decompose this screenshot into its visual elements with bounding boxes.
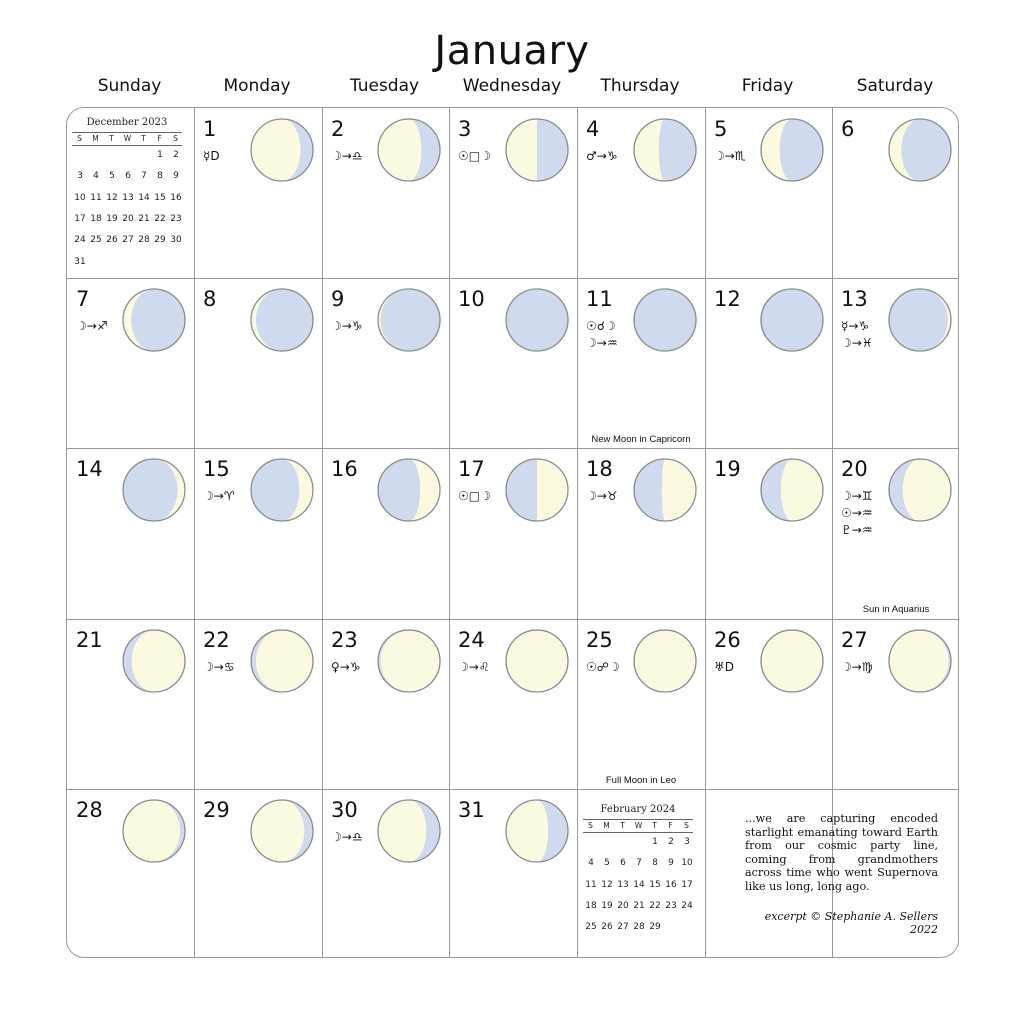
mini-calendar-title: December 2023	[86, 117, 168, 128]
astro-aspect: ☽→♏	[714, 149, 746, 163]
astro-aspect: ☉□☽	[458, 489, 491, 503]
moon-phase-icon	[376, 457, 442, 523]
mini-calendar-day: 22	[154, 213, 166, 224]
day-number: 25	[586, 628, 613, 652]
moon-phase-icon	[504, 798, 570, 864]
mini-calendar-day: 5	[109, 171, 115, 182]
day-number: 1	[203, 117, 217, 141]
mini-calendar-weekday: W	[634, 821, 643, 830]
day-number: 12	[714, 287, 741, 311]
moon-phase-icon	[887, 457, 953, 523]
mini-calendar-weekday: T	[109, 134, 114, 143]
day-number: 29	[203, 798, 230, 822]
mini-calendar-day: 26	[106, 235, 118, 246]
astro-aspect: ☽→♋	[203, 660, 235, 674]
mini-calendar-day: 22	[649, 900, 661, 911]
moon-phase-icon	[504, 117, 570, 183]
day-number: 3	[458, 117, 472, 141]
mini-calendar-day: 20	[122, 213, 134, 224]
grid-column-divider	[449, 108, 450, 957]
astro-aspect: ♂→♑	[586, 149, 618, 163]
grid-row-divider	[67, 278, 958, 279]
astro-aspect: ♇→♒	[841, 523, 873, 537]
mini-calendar-day: 24	[681, 900, 693, 911]
astro-aspect: ☽→♈	[203, 489, 235, 503]
weekday-wednesday: Wednesday	[462, 76, 562, 96]
mini-calendar-day: 13	[122, 192, 134, 203]
moon-phase-icon	[504, 628, 570, 694]
moon-phase-icon	[249, 457, 315, 523]
day-number: 22	[203, 628, 230, 652]
mini-calendar-weekday: S	[77, 134, 82, 143]
day-number: 7	[76, 287, 90, 311]
mini-calendar-day: 14	[138, 192, 150, 203]
day-number: 30	[331, 798, 358, 822]
astro-aspect: ☽→♎	[331, 149, 363, 163]
astro-aspect: ☿D	[203, 149, 220, 163]
mini-calendar-day: 21	[138, 213, 150, 224]
mini-calendar-weekday: S	[173, 134, 178, 143]
day-number: 13	[841, 287, 868, 311]
day-number: 26	[714, 628, 741, 652]
moon-phase-icon	[759, 117, 825, 183]
grid-row-divider	[67, 619, 958, 620]
astro-aspect: ☽→♓	[841, 336, 873, 350]
moon-phase-icon	[632, 457, 698, 523]
mini-calendar-weekday: M	[92, 134, 99, 143]
mini-calendar-day: 14	[633, 879, 645, 890]
mini-calendar-rule	[72, 145, 182, 146]
moon-phase-icon	[249, 287, 315, 353]
moon-event-note: Full Moon in Leo	[605, 775, 677, 786]
mini-calendar-day: 29	[154, 235, 166, 246]
mini-calendar-rule	[72, 132, 182, 133]
mini-calendar-weekday: T	[652, 821, 657, 830]
moon-phase-icon	[759, 287, 825, 353]
day-number: 2	[331, 117, 345, 141]
day-number: 8	[203, 287, 217, 311]
mini-calendar-weekday: F	[157, 134, 162, 143]
moon-phase-icon	[887, 628, 953, 694]
mini-calendar-day: 9	[173, 171, 179, 182]
astro-aspect: ☉☌☽	[586, 319, 616, 333]
grid-column-divider	[322, 108, 323, 957]
day-number: 19	[714, 457, 741, 481]
astro-aspect: ☿→♑	[841, 319, 870, 333]
weekday-sunday: Sunday	[97, 76, 162, 96]
mini-calendar-day: 17	[74, 213, 86, 224]
day-number: 17	[458, 457, 485, 481]
moon-phase-icon	[632, 287, 698, 353]
mini-calendar-day: 2	[668, 837, 674, 847]
day-number: 21	[76, 628, 103, 652]
mini-calendar-day: 2	[173, 150, 179, 160]
mini-calendar-day: 9	[668, 858, 674, 869]
mini-calendar-day: 13	[617, 879, 629, 890]
mini-calendar-day: 17	[681, 879, 693, 890]
moon-phase-icon	[376, 628, 442, 694]
mini-calendar-day: 30	[170, 235, 182, 246]
mini-calendar-day: 8	[157, 171, 163, 182]
moon-phase-icon	[632, 117, 698, 183]
moon-phase-icon	[376, 798, 442, 864]
mini-calendar-day: 4	[93, 171, 99, 182]
moon-phase-icon	[249, 117, 315, 183]
astro-aspect: ☽→♑	[331, 319, 363, 333]
quote-text: ...we are capturing encoded starlight emanating toward Earth from our cosmic party line, coming from grandmothers across time who went Supernova like us long, long ago.	[745, 812, 938, 893]
mini-calendar-day: 19	[106, 213, 118, 224]
mini-calendar-day: 6	[125, 171, 131, 182]
moon-phase-icon	[121, 457, 187, 523]
mini-calendar-day: 1	[157, 150, 163, 160]
day-number: 16	[331, 457, 358, 481]
mini-calendar-title: February 2024	[600, 804, 676, 815]
grid-row-divider	[67, 789, 958, 790]
astro-aspect: ☽→♌	[458, 660, 490, 674]
weekday-saturday: Saturday	[856, 76, 934, 96]
day-number: 9	[331, 287, 345, 311]
mini-calendar-day: 18	[585, 900, 597, 911]
mini-calendar-weekday: S	[588, 821, 593, 830]
moon-phase-icon	[887, 117, 953, 183]
month-title: January	[434, 28, 590, 74]
moon-phase-icon	[249, 798, 315, 864]
moon-phase-icon	[759, 457, 825, 523]
mini-calendar-day: 26	[601, 922, 613, 933]
day-number: 18	[586, 457, 613, 481]
mini-calendar-day: 3	[77, 171, 83, 182]
moon-phase-icon	[759, 628, 825, 694]
astro-aspect: ☽→♉	[586, 489, 618, 503]
mini-calendar-day: 25	[585, 922, 597, 933]
mini-calendar-day: 11	[585, 879, 597, 890]
mini-calendar-day: 7	[636, 858, 642, 869]
astro-aspect: ☽→♍	[841, 660, 873, 674]
astro-aspect: ☽→♒	[586, 336, 618, 350]
mini-calendar-day: 28	[633, 922, 645, 933]
grid-column-divider	[577, 108, 578, 957]
moon-event-note: New Moon in Capricorn	[591, 434, 691, 445]
weekday-tuesday: Tuesday	[349, 76, 420, 96]
mini-calendar-day: 20	[617, 900, 629, 911]
astro-aspect: ♀→♑	[331, 660, 361, 674]
mini-calendar-weekday: F	[668, 821, 673, 830]
mini-calendar-day: 4	[588, 858, 594, 869]
astro-aspect: ☽→♎	[331, 830, 363, 844]
day-number: 23	[331, 628, 358, 652]
mini-calendar-day: 16	[665, 879, 677, 890]
mini-calendar-day: 15	[649, 879, 661, 890]
day-number: 28	[76, 798, 103, 822]
day-number: 10	[458, 287, 485, 311]
mini-calendar-day: 6	[620, 858, 626, 869]
moon-phase-icon	[376, 117, 442, 183]
mini-calendar-day: 8	[652, 858, 658, 869]
weekday-thursday: Thursday	[600, 76, 680, 96]
mini-calendar-day: 5	[604, 858, 610, 869]
day-number: 15	[203, 457, 230, 481]
astro-aspect: ☉→♒	[841, 506, 873, 520]
mini-calendar-day: 18	[90, 213, 102, 224]
mini-calendar-day: 25	[90, 235, 102, 246]
astro-aspect: ♅D	[714, 660, 734, 674]
mini-calendar-rule	[583, 819, 693, 820]
mini-calendar-day: 27	[617, 922, 629, 933]
moon-phase-icon	[121, 628, 187, 694]
mini-calendar-day: 29	[649, 922, 661, 933]
mini-calendar-day: 16	[170, 192, 182, 203]
grid-row-divider	[67, 448, 958, 449]
astro-aspect: ☉□☽	[458, 149, 491, 163]
moon-phase-icon	[887, 287, 953, 353]
moon-event-note: Sun in Aquarius	[862, 604, 930, 615]
grid-column-divider	[705, 108, 706, 957]
mini-calendar-day: 23	[170, 213, 182, 224]
mini-calendar-day: 23	[665, 900, 677, 911]
mini-calendar-rule	[583, 832, 693, 833]
day-number: 6	[841, 117, 855, 141]
moon-phase-icon	[504, 287, 570, 353]
day-number: 31	[458, 798, 485, 822]
mini-calendar-day: 31	[74, 256, 86, 267]
astro-aspect: ☽→♊	[841, 489, 873, 503]
day-number: 24	[458, 628, 485, 652]
quote-attribution: excerpt © Stephanie A. Sellers 2022	[764, 910, 938, 936]
mini-calendar-weekday: S	[684, 821, 689, 830]
weekday-header-row	[66, 76, 959, 102]
day-number: 27	[841, 628, 868, 652]
astro-aspect: ☉☍☽	[586, 660, 620, 674]
astro-aspect: ☽→♐	[76, 319, 108, 333]
mini-calendar-day: 7	[141, 171, 147, 182]
mini-calendar-day: 15	[154, 192, 166, 203]
mini-calendar-day: 11	[90, 192, 102, 203]
mini-calendar-weekday: M	[603, 821, 610, 830]
moon-phase-icon	[376, 287, 442, 353]
weekday-friday: Friday	[741, 76, 794, 96]
grid-column-divider	[194, 108, 195, 957]
moon-phase-icon	[121, 287, 187, 353]
mini-calendar-day: 27	[122, 235, 134, 246]
day-number: 11	[586, 287, 613, 311]
mini-calendar-day: 1	[652, 837, 658, 847]
mini-calendar-day: 19	[601, 900, 613, 911]
mini-calendar-day: 10	[74, 192, 86, 203]
day-number: 20	[841, 457, 868, 481]
moon-phase-icon	[249, 628, 315, 694]
day-number: 14	[76, 457, 103, 481]
mini-calendar-day: 12	[601, 879, 613, 890]
mini-calendar-weekday: W	[123, 134, 132, 143]
day-number: 4	[586, 117, 600, 141]
mini-calendar-weekday: T	[620, 821, 625, 830]
day-number: 5	[714, 117, 728, 141]
weekday-monday: Monday	[223, 76, 291, 96]
moon-phase-icon	[121, 798, 187, 864]
mini-calendar-day: 10	[681, 858, 693, 869]
mini-calendar-day: 24	[74, 235, 86, 246]
moon-phase-icon	[504, 457, 570, 523]
mini-calendar-day: 3	[684, 837, 690, 847]
mini-calendar-day: 21	[633, 900, 645, 911]
mini-calendar-day: 28	[138, 235, 150, 246]
mini-calendar-day: 12	[106, 192, 118, 203]
mini-calendar-weekday: T	[141, 134, 146, 143]
moon-phase-icon	[632, 628, 698, 694]
